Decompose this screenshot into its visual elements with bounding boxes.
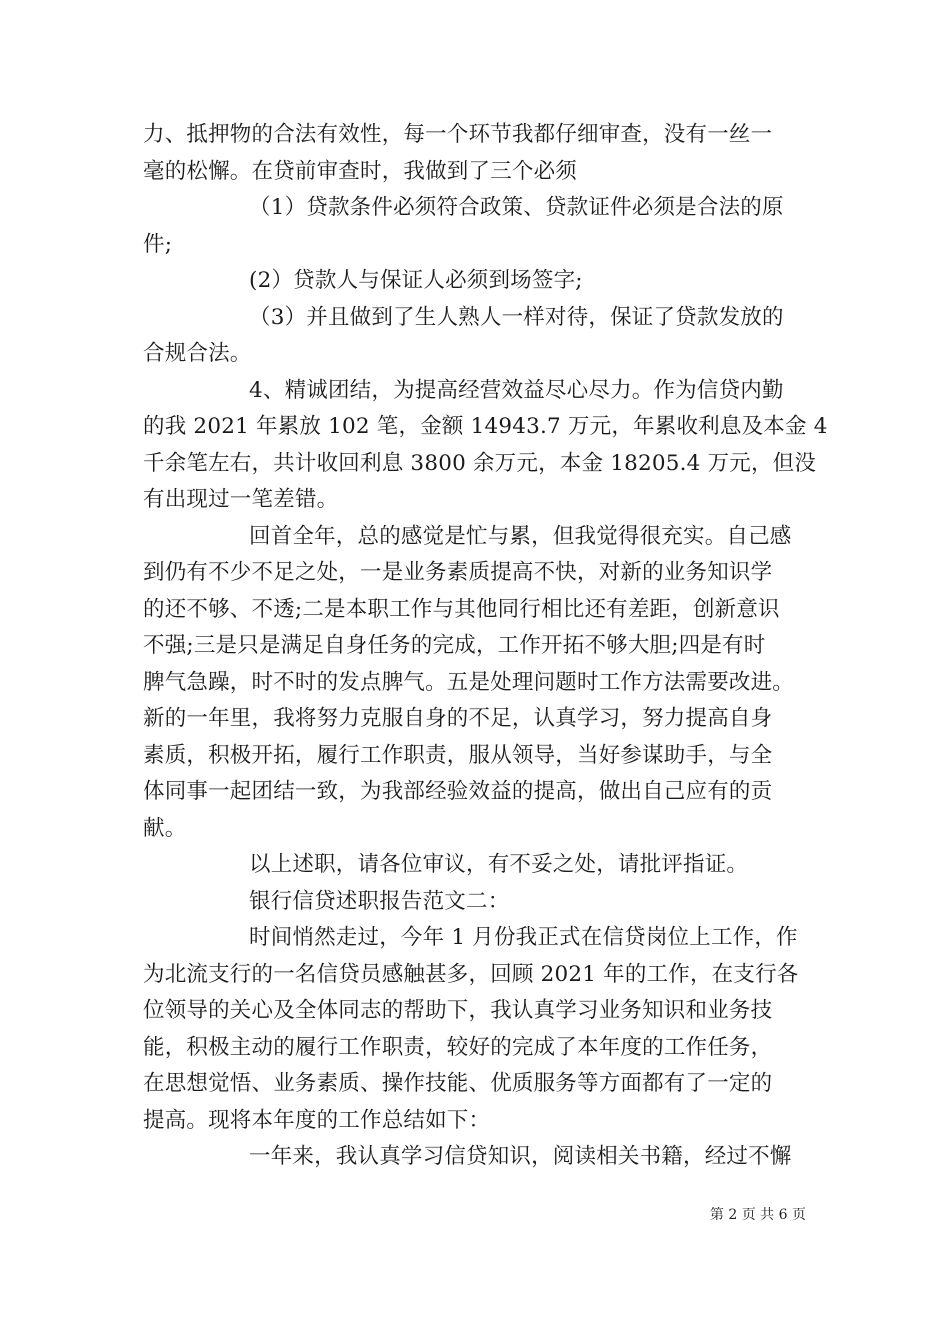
text-line: （1）贷款条件必须符合政策、贷款证件必须是合法的原 [249, 195, 784, 220]
text-line: 一年来，我认真学习信贷知识，阅读相关书籍，经过不懈 [249, 1144, 792, 1169]
text-line: 回首全年，总的感觉是忙与累，但我觉得很充实。自己感 [249, 523, 792, 549]
text-line: 毫的松懈。在贷前审查时，我做到了三个必须 [143, 158, 578, 184]
text-line: 的还不够、不透;二是本职工作与其他同行相比还有差距，创新意识 [143, 596, 780, 622]
text-line: 位领导的关心及全体同志的帮助下，我认真学习业务知识和业务技 [143, 998, 773, 1023]
text-line: （3）并且做到了生人熟人一样对待，保证了贷款发放的 [249, 304, 784, 330]
section-heading: 银行信贷述职报告范文二： [249, 888, 510, 914]
text-line: 能，积极主动的履行工作职责，较好的完成了本年度的工作任务， [143, 1034, 773, 1060]
text-line: 的我 2021 年累放 102 笔，金额 14943.7 万元，年累收利息及本金 4 [143, 414, 828, 439]
text-line: 时间悄然走过，今年 1 月份我正式在信贷岗位上工作，作 [249, 925, 798, 950]
text-line: 体同事一起团结一致，为我部经验效益的提高，做出自己应有的贡 [143, 779, 773, 804]
text-line: (2）贷款人与保证人必须到场签字; [249, 268, 583, 293]
text-line: 新的一年里，我将努力克服自身的不足，认真学习，努力提高自身 [143, 706, 773, 731]
text-line: 以上述职，请各位审议，有不妥之处，请批评指证。 [249, 852, 749, 877]
text-line: 献。 [143, 815, 187, 841]
text-line: 千余笔左右，共计收回利息 3800 余万元，本金 18205.4 万元，但没 [143, 450, 817, 476]
text-line: 脾气急躁，时不时的发点脾气。五是处理问题时工作方法需要改进。 [143, 669, 795, 695]
text-line: 提高。现将本年度的工作总结如下： [143, 1107, 491, 1133]
page-number: 第 2 页 共 6 页 [709, 1207, 806, 1223]
text-line: 力、抵押物的合法有效性，每一个环节我都仔细审查，没有一丝一 [143, 122, 773, 147]
document-body [143, 117, 828, 1176]
text-line: 合规合法。 [143, 341, 252, 366]
text-line: 为北流支行的一名信贷员感触甚多，回顾 2021 年的工作，在支行各 [143, 961, 799, 987]
text-line: 不强;三是只是满足自身任务的完成，工作开拓不够大胆;四是有时 [143, 633, 766, 658]
text-line: 在思想觉悟、业务素质、操作技能、优质服务等方面都有了一定的 [143, 1071, 773, 1096]
text-line: 到仍有不少不足之处，一是业务素质提高不快，对新的业务知识学 [143, 560, 773, 585]
text-line: 4、精诚团结，为提高经营效益尽心尽力。作为信贷内勤 [249, 377, 784, 403]
text-line: 件; [143, 231, 173, 257]
text-line: 有出现过一笔差错。 [143, 487, 339, 512]
text-line: 素质，积极开拓，履行工作职责，服从领导，当好参谋助手，与全 [143, 742, 773, 768]
